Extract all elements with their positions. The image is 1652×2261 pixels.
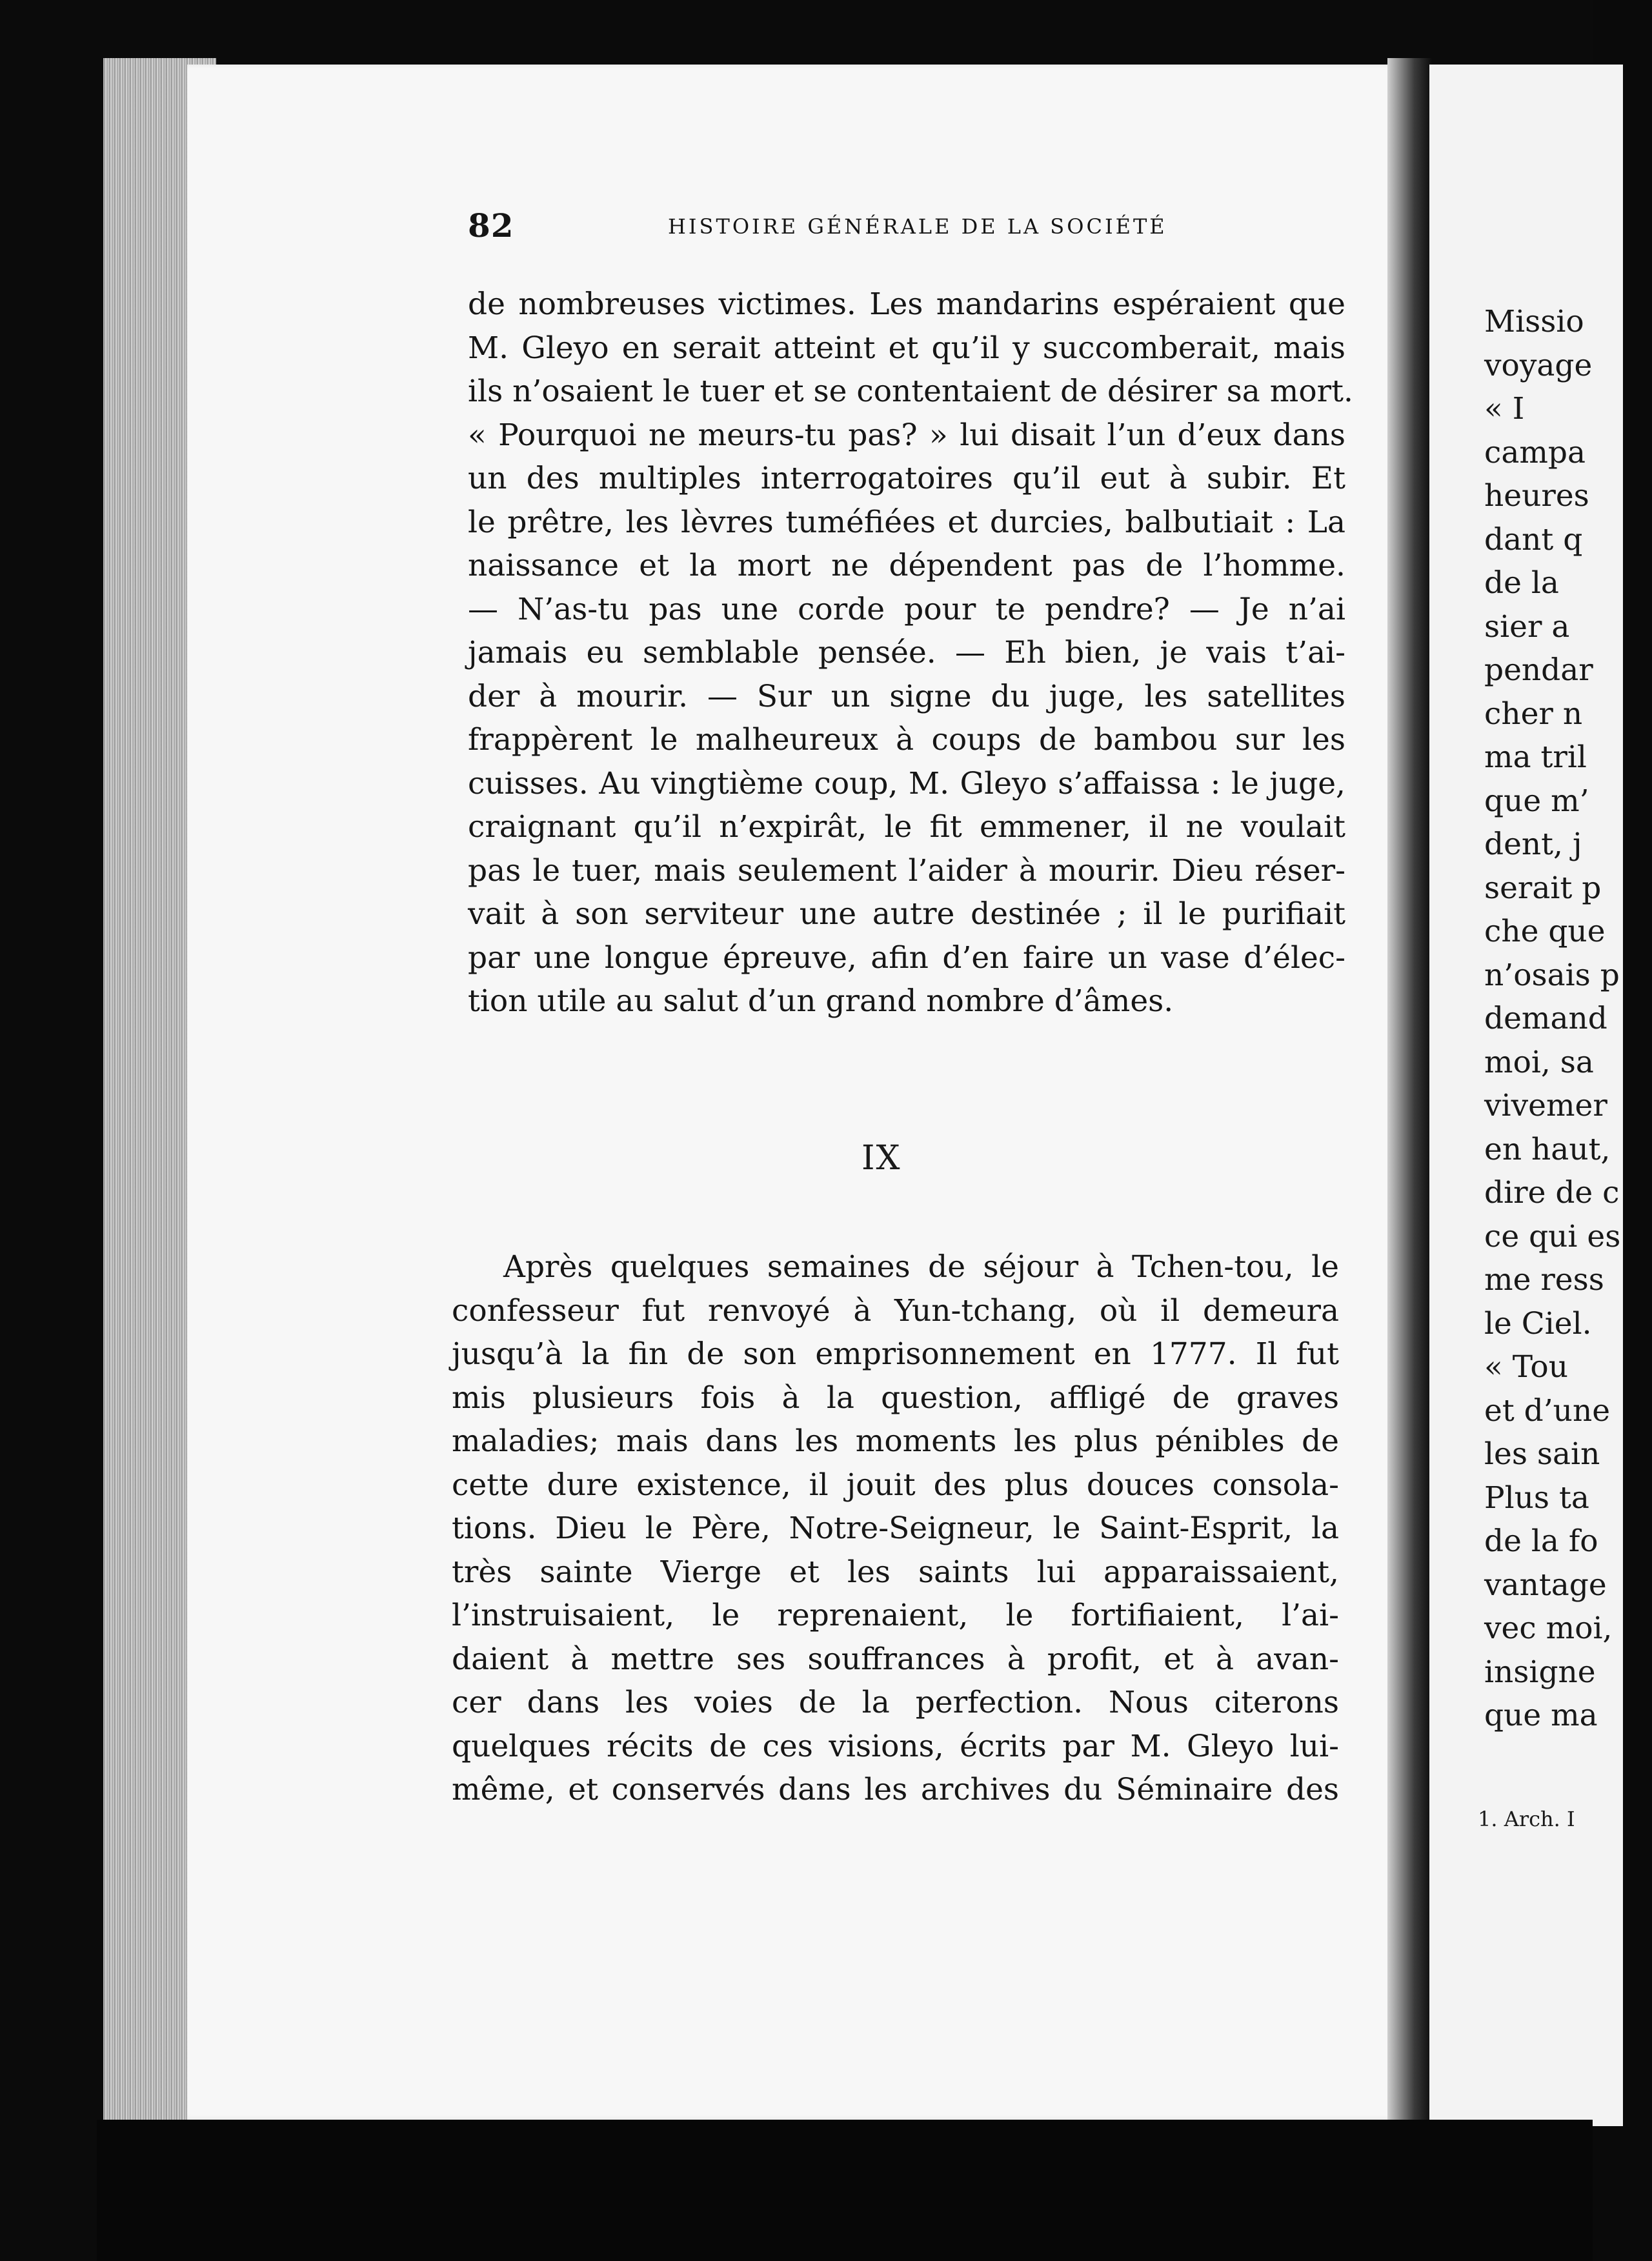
text-line: vec moi, — [1484, 1611, 1613, 1646]
text-line: vivemer — [1484, 1088, 1607, 1123]
text-line: confesseur fut renvoyé à Yun-tchang, où il demeura — [452, 1292, 1339, 1329]
text-line: demand — [1484, 1001, 1607, 1036]
text-line: le Ciel. — [1484, 1305, 1592, 1342]
text-line: par une longue épreuve, afin d’en faire un vase d’élec- — [468, 940, 1345, 976]
running-header — [468, 206, 1167, 245]
text-line: dent, j — [1484, 827, 1582, 862]
text-line: cer dans les voies de la perfection. Nous citerons — [452, 1685, 1339, 1720]
text-line: voyage — [1484, 347, 1593, 383]
text-line: sier a — [1484, 608, 1570, 645]
text-line: heures — [1484, 478, 1589, 514]
text-line: tion utile au salut d’un grand nombre d’âmes. — [468, 983, 1174, 1019]
right-page-footnote: 1. Arch. I — [1478, 1807, 1575, 1831]
text-line: che que — [1484, 914, 1606, 949]
text-line: daient à mettre ses souffrances à profit, et à avan- — [452, 1641, 1339, 1677]
section-heading: IX — [861, 1139, 902, 1178]
text-line: l’instruisaient, le reprenaient, le fortifiaient, l’ai- — [452, 1598, 1339, 1633]
text-line: Après quelques semaines de séjour à Tchen-tou, le — [503, 1249, 1339, 1285]
paragraph-2 — [452, 1245, 1339, 1812]
text-line: jusqu’à la fin de son emprisonnement en 1777. Il fut — [452, 1336, 1339, 1372]
text-line: ma tril — [1484, 739, 1587, 775]
text-line: ce qui es — [1484, 1218, 1621, 1254]
text-line: campa — [1484, 434, 1586, 470]
text-line: maladies; mais dans les moments les plus pénibles de — [452, 1423, 1339, 1459]
paragraph-1 — [468, 283, 1353, 1023]
text-line: et d’une — [1484, 1392, 1611, 1429]
text-line: de la — [1484, 565, 1559, 601]
text-line: en haut, — [1484, 1131, 1611, 1167]
text-line: moi, sa — [1484, 1044, 1594, 1080]
text-line: jamais eu semblable pensée. — Eh bien, je vais t’ai- — [468, 635, 1345, 670]
text-line: Plus ta — [1484, 1480, 1589, 1516]
text-line: « Tou — [1484, 1349, 1568, 1385]
text-line: quelques récits de ces visions, écrits par M. Gleyo lui- — [452, 1728, 1339, 1764]
text-line: insigne — [1484, 1654, 1596, 1690]
text-line: « Pourquoi ne meurs-tu pas? » lui disait l’un d’eux dans — [468, 417, 1345, 453]
text-line: même, et conservés dans les archives du Séminaire des — [452, 1772, 1339, 1807]
text-line: le prêtre, les lèvres tuméfiées et durcies, balbutiait : La — [468, 504, 1345, 540]
text-line: les sain — [1484, 1436, 1600, 1472]
running-title: HISTOIRE GÉNÉRALE DE LA SOCIÉTÉ — [668, 214, 1167, 239]
text-line: tions. Dieu le Père, Notre-Seigneur, le Saint-Esprit, la — [452, 1511, 1339, 1546]
text-line: cette dure existence, il jouit des plus douces consola- — [452, 1467, 1339, 1503]
text-line: cher n — [1484, 696, 1583, 732]
text-line: der à mourir. — Sur un signe du juge, les satellites — [468, 678, 1345, 714]
text-line: naissance et la mort ne dépendent pas de l’homme. — [468, 548, 1345, 583]
text-line: craignant qu’il n’expirât, le fit emmener, il ne voulait — [468, 809, 1345, 845]
bottom-shadow — [97, 2120, 1593, 2261]
text-line: vantage — [1484, 1567, 1607, 1603]
right-page-text — [1484, 300, 1652, 1738]
text-line: « I — [1484, 391, 1525, 427]
text-line: M. Gleyo en serait atteint et qu’il y succomberait, mais — [468, 330, 1345, 366]
text-line: cuisses. Au vingtième coup, M. Gleyo s’affaissa : le juge, — [468, 765, 1345, 801]
text-line: que ma — [1484, 1698, 1598, 1733]
text-line: que m’ — [1484, 783, 1589, 819]
book-gutter — [1387, 58, 1433, 2129]
text-line: dant q — [1484, 521, 1583, 558]
text-line: Missio — [1484, 304, 1584, 339]
page-number: 82 — [468, 206, 514, 245]
text-line: vait à son serviteur une autre destinée ; il le purifiait — [468, 896, 1345, 932]
text-line: pas le tuer, mais seulement l’aider à mourir. Dieu réser- — [468, 852, 1345, 889]
text-line: pendar — [1484, 652, 1593, 688]
text-line: serait p — [1484, 870, 1602, 906]
text-line: mis plusieurs fois à la question, affligé de graves — [452, 1380, 1339, 1416]
text-line: de nombreuses victimes. Les mandarins espéraient que — [468, 286, 1345, 322]
text-line: frappèrent le malheureux à coups de bambou sur les — [468, 722, 1345, 758]
text-line: un des multiples interrogatoires qu’il eut à subir. Et — [468, 461, 1345, 496]
text-line: dire de c — [1484, 1175, 1620, 1211]
text-line: de la fo — [1484, 1523, 1598, 1559]
text-line: n’osais p — [1484, 957, 1620, 993]
text-line: très sainte Vierge et les saints lui apparaissaient, — [452, 1554, 1339, 1590]
text-line: me ress — [1484, 1262, 1604, 1298]
text-line: — N’as-tu pas une corde pour te pendre? — Je n’ai — [468, 591, 1345, 627]
text-line: ils n’osaient le tuer et se contentaient de désirer sa mort. — [468, 374, 1353, 409]
